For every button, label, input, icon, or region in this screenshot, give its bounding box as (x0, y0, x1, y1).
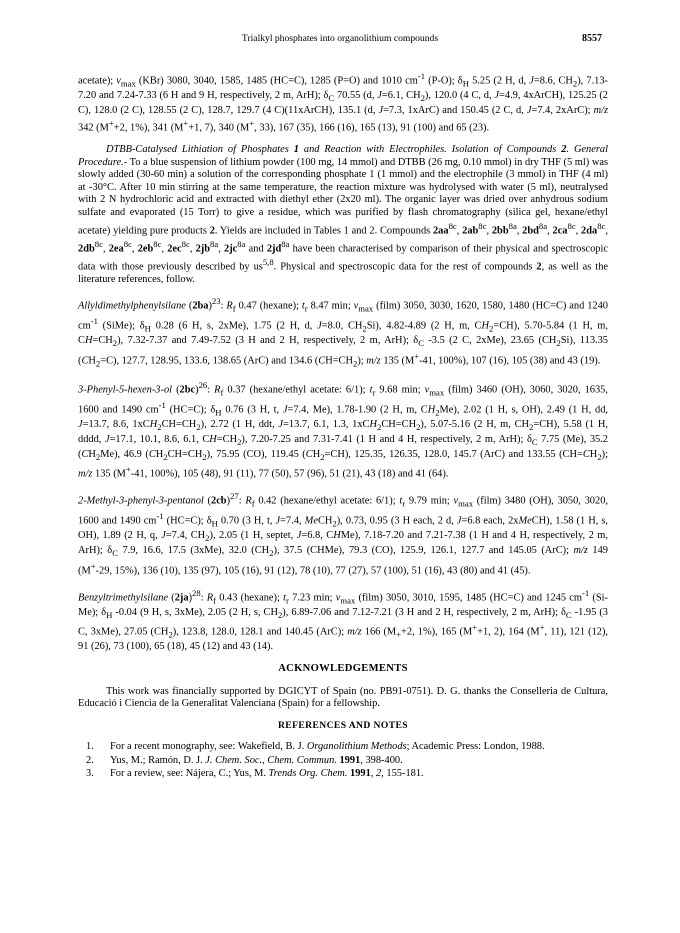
reference-list (78, 741, 608, 781)
compound-2cb-paragraph: 2-Methyl-3-phenyl-3-pentanol $(2cb)^{27}$: $R_f$ 0.42 (hexane/ethyl acetate: 6/1); $t_r$ 9.79 min; $\nu_{max}$ (film) 3480 (OH), 3050, 3020, 1600 and 1490 $cm^{-1}$ (HC=C); $\delta_H$ 0.70 (3 H, t, J=7.4, MeCH$_2$), 0.73, 0.95 (3 H each, 2 d, J=6.8 each, 2xMeCH), 1.58 (1 H, s, OH), 1.89 (2 H, q, J=7.4, $CH_2$), 2.05 (1 H, septet, J=6.8, CHMe), 7.18-7.20 and 7.21-7.38 (1 H and 4 H, respectively, 2 m, ArH); $\delta_C$ 7.9, 16.6, 17.5 (3xMe), 32.0 $(CH_2)$, 37.5 (CHMe), 79.3 (CO), 125.9, 126.1, 127.7 and 145.05 (ArC); m/z 149 (M+-29, 15%), 136 (10), 135 (97), 105 (16), 91 (12), 78 (10), 77 (27), 57 (100), 51 (16), 43 (80) and 41 (45). (78, 491, 608, 577)
compound-2ba-paragraph: Allyldimethylphenylsilane $(2ba)^{23}$: $R_f$ 0.47 (hexane); $t_r$ 8.47 min; $\nu_{max}$ (film) 3050, 3030, 1620, 1580, 1480 (HC=C) and 1240 $cm^{-1}$ (SiMe); $\delta_H$ 0.28 (6 H, s, 2xMe), 1.75 (2 H, d, J=8.0, $CH_2Si$), 4.82-4.89 (2 H, m, $CH_2=CH$), 5.70-5.84 (1 H, m, $CH=CH_2$), 7.32-7.37 and 7.49-7.52 (3 H and 2 H, respectively, 2 m, ArH); $\delta_C$ -3.5 (2 C, 2xMe), 23.65 $(CH_2Si)$, 113.35 $(CH_2=C)$, 127.7, 128.95, 133.6, 138.65 (ArC) and 134.6 $(CH=CH_2)$; m/z 135 (M+-41, 100%), 107 (16), 105 (38) and 43 (19). (78, 296, 608, 369)
reference-item (78, 768, 608, 781)
page-number: 8557 (582, 33, 602, 44)
reference-item (78, 741, 608, 754)
reference-text: For a recent monography, see: Wakefield, B. J. Organolithium Methods; Academic Press: London, 1988. (110, 741, 545, 753)
body-text (78, 70, 608, 782)
reference-item (78, 755, 608, 768)
reference-text: Yus, M.; Ramón, D. J. J. Chem. Soc., Chem. Commun. 1991, 398-400. (110, 754, 403, 766)
experimental-section (78, 70, 608, 654)
reference-text: For a review, see: Nájera, C.; Yus, M. Trends Org. Chem. 1991, 2, 155-181. (110, 768, 424, 780)
compound-2bc-paragraph: 3-Phenyl-5-hexen-3-ol $(2bc)^{26}$: $R_f$ 0.37 (hexane/ethyl acetate: 6/1); $t_r$ 9.68 min; $\nu_{max}$ (film) 3460 (OH), 3060, 3020, 1635, 1600 and 1490 $cm^{-1}$ (HC=C); $\delta_H$ 0.76 (3 H, t, J=7.4, Me), 1.78-1.90 (2 H, m, $CH_2Me$), 2.02 (1 H, s, OH), 2.49 (1 H, dd, J=13.7, 8.6, $1xCH_2CH=CH_2$), 2.72 (1 H, ddt, J=13.7, 6.1, 1.3, $1xCH_2CH=CH_2$), 5.07-5.16 (2 H, m, $CH_2=CH$), 5.58 (1 H, dddd, J=17.1, 10.1, 8.6, 6.1, $CH=CH_2$), 7.20-7.25 and 7.31-7.41 (1 H and 4 H, respectively, 2 m, ArH); $\delta_C$ 7.75 (Me), 35.2 $(CH_2Me)$, 46.9 $(CH_2CH=CH_2)$, 75.95 (CO), 119.45 $(CH_2=CH)$, 125.35, 126.35, 128.0, 145.7 (ArC) and 133.55 $(CH=CH_2)$; m/z 135 (M+-41, 100%), 105 (48), 91 (11), 77 (50), 57 (96), 51 (21), 43 (18) and 41 (64). (78, 380, 609, 480)
acetate-data-paragraph: acetate); $\nu_{max}$ (KBr) 3080, 3040, 1585, 1485 (HC=C), 1285 (P=O) and 1010 $cm^{-1}$ (P-O); $\delta_H$ 5.25 (2 H, d, J=8.6, $CH_2$), 7.13-7.20 and 7.24-7.33 (6 H and 9 H, respectively, 2 m, ArH); $\delta_C$ 70.55 (d, J=6.1, $CH_2$), 120.0 (4 C, d, J=4.9, 4xArCH), 125.25 (2 C), 128.0 (2 C), 128.55 (2 C), 128.7, 129.7 (4 C)(11xArCH), 135.1 (d, J=7.3, 1xArC) and 150.45 (2 C, d, J=7.4, 2xArC); m/z 342 (M++2, 1%), 341 (M++1, 7), 340 (M+, 33), 167 (35), 166 (16), 165 (13), 91 (100) and 65 (23). (78, 71, 609, 134)
acknowledgements-text: This work was financially supported by DGICYT of Spain (no. PB91-0751). D. G. thanks the Conselleria de Cultura, Educació i Ciencia de la Generalitat Valenciana (Spain) for a fellowship. (78, 685, 608, 710)
reference-number: 1. (86, 741, 94, 753)
acknowledgements-heading: ACKNOWLEDGEMENTS (278, 662, 408, 674)
reference-number: 2. (86, 754, 94, 766)
running-title: Trialkyl phosphates into organolithium compounds (241, 33, 439, 44)
references-heading: REFERENCES AND NOTES (277, 719, 409, 731)
compound-2ja-paragraph: Benzyltrimethylsilane $(2ja)^{28}$: $R_f$ 0.43 (hexane); $t_r$ 7.23 min; $\nu_{max}$ (film) 3050, 3010, 1595, 1485 (HC=C) and 1245 $cm^{-1}$ (Si-Me); $\delta_H$ -0.04 (9 H, s, 3xMe), 2.05 (2 H, s, $CH_2$), 6.89-7.06 and 7.12-7.21 (3 H and 2 H, respectively, 2 m, ArH); $\delta_C$ -1.95 (3 C, 3xMe), 27.05 $(CH_2)$, 123.8, 128.0, 128.1 and 140.45 (ArC); m/z 166 ($M_++2$, 1%), 165 (M++1, 2), 164 (M+, 11), 121 (12), 91 (26), 73 (100), 65 (18), 45 (12) and 43 (14). (78, 587, 609, 653)
general-procedure-paragraph: DTBB-Catalysed Lithiation of Phosphates 1 and Reaction with Electrophiles. Isolation of Compounds 2. General Procedure.- To a blue suspension of lithium powder (100 mg, 14 mmol) and DTBB (26 mg, 0.10 mmol) in dry THF (5 ml) was slowly added (30-60 min) a solution of the corresponding phosphate 1 (1 mmol) and the electrophile (3 mmol) in THF (4 ml) at -30°C. After 10 min stirring at the same temperature, the reaction mixture was hydrolysed with water (5 ml), neutralysed with 2 N hydrochloric acid and extracted with diethyl ether (2x20 ml). The organic layer was dried over anhydrous sodium sulfate and evaporated (15 Torr) to give a residue, which was purified by flash chromatography (silica gel, hexane/ethyl acetate) yielding pure products 2. Yields are included in Tables 1 and 2. Compounds $2aa^{8c}$, $2ab^{8c}$, $2bb^{8a}$, $2bd^{8a}$, $2ca^{8c}$, $2da^{8c}$, $2db^{8c}$, $2ea^{8c}$, $2eb^{8c}$, $2ec^{8c}$, $2jb^{8a}$, $2jc^{8a}$ and $2jd^{8a}$ have been characterised by comparison of their physical and spectroscopic data with those previously described by us$^{5,8}$. Physical and spectroscopic data for the rest of compounds 2, as well as the literature references, follow. (78, 144, 608, 285)
reference-number: 3. (86, 768, 94, 780)
